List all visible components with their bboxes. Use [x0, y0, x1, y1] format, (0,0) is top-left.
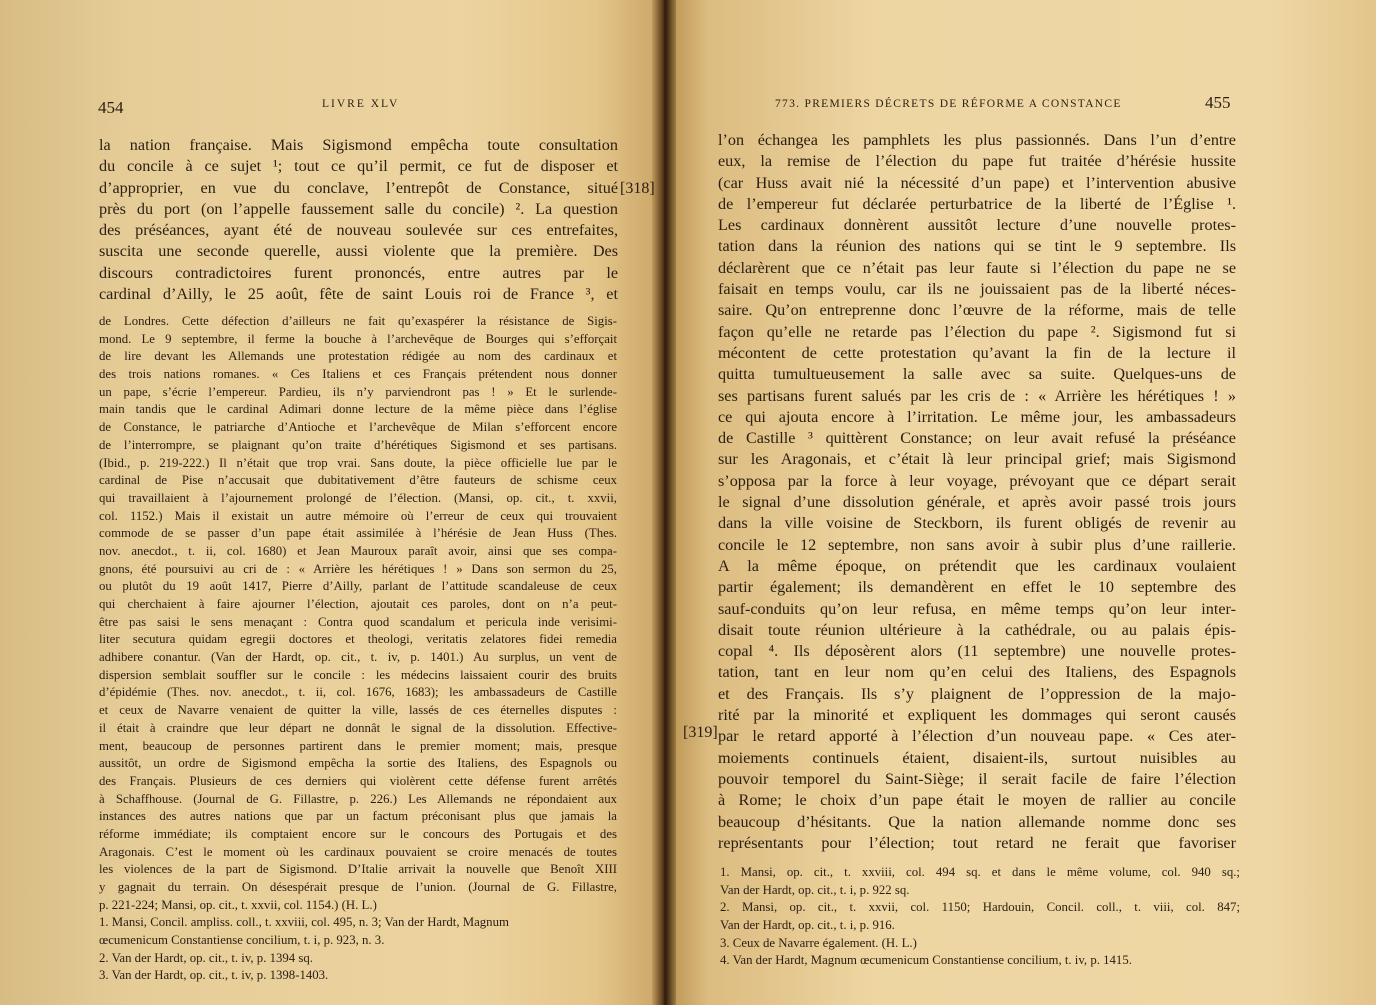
footnote-line: p. 221-224; Mansi, op. cit., t. xxvii, col. 1154.) (H. L.) [99, 897, 377, 912]
text-line: disait toute réunion ultérieure à la cathédrale, ou au palais épis- [718, 620, 1236, 639]
text-line: tation dans la réunion des nations qui se tint le 9 septembre. Ils [718, 237, 1236, 256]
footnote-line: 1. Mansi, Concil. ampliss. coll., t. xxviii, col. 495, n. 3; Van der Hardt, Magnum [99, 915, 509, 930]
left-page-number: 454 [98, 98, 124, 117]
footnote-line: commode de se passer d’un pape était assimilée à l’hérésie de Jean Huss (Thes. [99, 526, 617, 541]
text-line: et des Français. Ils s’y plaignent de l’oppression de la majo- [718, 684, 1236, 703]
text-line: l’on échangea les pamphlets les plus passionnés. Dans l’un d’entre [718, 131, 1236, 149]
text-line: saire. Qu’on entreprenne donc l’œuvre de la réforme, mais de telle [718, 301, 1236, 320]
footnote-line: réforme immédiate; ils comptaient encore sur le concours des Portugais et des [99, 826, 617, 841]
right-body-text [718, 130, 1236, 854]
footnote-line: 2. Mansi, op. cit., t. xxvii, col. 1150; Hardouin, Concil. coll., t. viii, col. 847; [720, 900, 1240, 915]
right-running-head: 773. PREMIERS DÉCRETS DE RÉFORME A CONSTANCE [775, 98, 1122, 110]
footnote-line: 3. Van der Hardt, op. cit., t. iv, p. 1398-1403. [99, 968, 329, 983]
text-line: ses partisans furent salués par les cris de : « Arrière les hérétiques ! » [718, 386, 1236, 405]
text-line: tation, tant en leur nom qu’en celui des Italiens, des Espagnols [718, 663, 1236, 682]
footnote-line: des Français. Plusieurs de ces derniers qui violèrent cette défense furent arrêtés [99, 773, 617, 788]
text-line: A la même époque, on prétendit que les cardinaux voulaient [718, 556, 1236, 575]
text-line: façon qu’elle ne retarde pas l’élection du pape ². Sigismond fut si [718, 322, 1236, 341]
text-line: de Castille ³ quittèrent Constance; on leur avait refusé la préséance [718, 429, 1236, 448]
text-line: s’opposa par la force à leur voyage, prévoyant que ce départ serait [718, 471, 1236, 490]
footnote-line: de l’interrompre, se plaignant qu’on traite d’hérétiques Sigismond et ses partisans. [99, 437, 617, 452]
footnote-line: y gagnait du terrain. On désespérait presque de l’union. (Journal de G. Fillastre, [99, 880, 617, 894]
footnote-line: d’épidémie (Thes. nov. anecdot., t. ii, col. 1676, 1683); les ambassadeurs de Castille [99, 685, 617, 700]
footnote-line: liter secutura quidam egregii doctores et theologi, veritatis zelatores fidei remedia [99, 632, 617, 647]
footnote-line: adhibere conantur. (Van der Hardt, op. cit., t. iv, p. 1401.) Au surplus, un vent de [99, 650, 617, 665]
text-line: eux, la remise de l’élection du pape fut traitée d’hérésie hussite [718, 152, 1236, 171]
left-body-text [99, 135, 618, 305]
footnote-line: 4. Van der Hardt, Magnum œcumenicum Constantiense concilium, t. iv, p. 1415. [720, 953, 1132, 968]
text-line: par le retard apporté à l’élection d’un nouveau pape. « Ces ater- [718, 727, 1236, 746]
text-line: à Rome; le choix d’un pape était le moyen de rallier au concile [718, 791, 1236, 810]
text-line: mécontent de cette protestation qu’avant la fin de la lecture il [718, 343, 1236, 362]
footnote-line: aussitôt, un ordre de Sigismond empêcha la sortie des Italiens, des Espagnols ou [99, 756, 617, 771]
footnote-line: cardinal de Pise n’accusait que dubitativement d’être fauteurs de schisme ceux [99, 473, 617, 488]
right-page-number: 455 [1205, 93, 1231, 112]
footnote-line: Van der Hardt, op. cit., t. i, p. 922 sq. [720, 882, 910, 897]
footnote-line: mond. Le 9 septembre, il ferme la bouche à l’archevêque de Bourges qui s’efforçait [99, 331, 617, 346]
footnote-line: nov. anecdot., t. ii, col. 1680) et Jean Mauroux paraît avoir, ainsi que ses compa- [99, 543, 617, 558]
footnote-line: de Londres. Cette défection d’ailleurs ne fait qu’exaspérer la résistance de Sigis- [99, 314, 617, 328]
footnote-line: 2. Van der Hardt, op. cit., t. iv, p. 1394 sq. [99, 950, 313, 965]
right-footnotes [720, 864, 1240, 970]
text-line: de l’empereur fut déclarée perturbatrice de la liberté de l’Église ¹. [718, 194, 1236, 213]
footnote-line: un pape, s’écrie l’empereur. Pardieu, ils n’y parviendront pas ! » Et le surlende- [99, 384, 617, 399]
text-line: quitta tumultueusement la salle avec sa suite. Quelques-uns de [718, 365, 1236, 384]
text-line: dans la ville voisine de Steckborn, ils furent obligés de revenir au [718, 514, 1236, 533]
footnote-line: des trois nations romanes. « Ces Italiens et ces Français prétendent nous donner [99, 367, 617, 382]
text-line: des préséances, ayant été de nouveau soulevée sur ces entrefaites, [99, 221, 618, 240]
text-line: d’approprier, en vue du conclave, l’entrepôt de Constance, situé [99, 178, 618, 197]
text-line: déclarèrent que ce n’était pas leur faute si l’élection du pape ne se [718, 258, 1236, 277]
text-line: (car Huss avait nié la nécessité d’un pape) et l’intervention abusive [718, 173, 1236, 192]
footnote-line: qui travaillaient à l’ajournement prolongé de l’élection. (Mansi, op. cit., t. xxvii, [99, 490, 617, 505]
footnote-line: qui cherchaient à faire ajourner l’élection, ajoutait ces paroles, dont on n’a peut- [99, 597, 617, 611]
footnote-line: 1. Mansi, op. cit., t. xxviii, col. 494 sq. et dans le même volume, col. 940 sq.; [720, 865, 1240, 879]
text-line: partir également; ils demandèrent en effet le 10 septembre des [718, 578, 1236, 597]
footnote-line: de lire devant les Allemands une protestation rédigée au nom des cardinaux et [99, 349, 617, 364]
text-line: sauf-conduits qu’on leur refusa, en même temps qu’on leur inter- [718, 599, 1236, 618]
footnote-line: (Ibid., p. 219-222.) Il n’était que trop vrai. Sans doute, la pièce officielle lue par le [99, 455, 617, 470]
text-line: près du port (on l’appelle faussement salle du concile) ². La question [99, 199, 618, 218]
footnote-line: de Constance, le patriarche d’Antioche et l’archevêque de Milan s’efforcent encore [99, 420, 617, 435]
left-running-head: LIVRE XLV [322, 98, 400, 110]
text-line: pouvoir temporel du Saint-Siège; il serait facile de faire l’élection [718, 769, 1236, 788]
book-gutter [652, 0, 676, 1005]
footnote-line: col. 1152.) Mais il existait un autre mémoire où l’erreur de ceux qui trouvaient [99, 508, 617, 523]
footnote-line: œcumenicum Constantiense concilium, t. i, p. 923, n. 3. [99, 933, 385, 948]
text-line: moiements continuels étaient, disaient-ils, surtout nuisibles au [718, 748, 1236, 767]
footnote-line: Aragonais. C’est le moment où les cardinaux pouvaient se croire menacés de toutes [99, 844, 617, 859]
text-line: la nation française. Mais Sigismond empêcha toute consultation [99, 136, 618, 154]
footnote-line: ment, beaucoup de personnes partirent dans le premier moment; mais, presque [99, 738, 617, 753]
footnote-line: les violences de la part de Sigismond. D’Italie arrivait la nouvelle que Benoît XIII [99, 862, 617, 877]
text-line: faisait en temps voulu, car ils ne jouissaient pas de la liberté néces- [718, 280, 1236, 299]
footnote-line: main tandis que le cardinal Adimari donne lecture de la même pièce dans l’église [99, 402, 617, 417]
footnote-line: il était à craindre que leur départ ne donnât le signal de la dissolution. Effective- [99, 720, 617, 735]
footnote-line: dispersion semblait souffler sur le concile : les médecins laissaient courir des bruits [99, 667, 617, 682]
text-line: discours contradictoires furent prononcés, entre autres par le [99, 263, 618, 282]
left-margin-reference: [318] [620, 180, 655, 197]
footnote-line: ou plutôt du 19 août 1417, Pierre d’Ailly, parlant de l’attitude scandaleuse de ceux [99, 579, 617, 594]
left-footnotes [99, 313, 617, 985]
text-line: beaucoup d’hésitants. Que la nation allemande nomme donc ses [718, 812, 1236, 831]
text-line: suscita une seconde querelle, aussi violente que la première. Des [99, 242, 618, 261]
text-line: copal ⁴. Ils déposèrent alors (11 septembre) une nouvelle protes- [718, 642, 1236, 661]
footnote-line: gnons, été poursuivi au cri de : « Arrière les hérétiques ! » Dans son sermon du 25, [99, 561, 617, 576]
footnote-line: et ceux de Navarre venaient de quitter la ville, lassés de ces éternelles disputes : [99, 703, 617, 718]
text-line: représentants pour l’élection; tout retard ne ferait que favoriser [718, 833, 1236, 852]
footnote-line: à Schaffhouse. (Journal de G. Fillastre, p. 226.) Les Allemands ne répondaient aux [99, 791, 617, 806]
text-line: rité par la minorité et expliquent les dommages qui seront causés [718, 706, 1236, 725]
right-margin-reference: [319] [683, 724, 718, 741]
text-line: sur les Aragonais, et c’était là leur principal grief; mais Sigismond [718, 450, 1236, 469]
footnote-line: être pas saisi le sens menaçant : Contra quod scandalum et pericula inde verisimi- [99, 614, 617, 629]
footnote-line: Van der Hardt, op. cit., t. i, p. 916. [720, 918, 895, 933]
footnote-line: 3. Ceux de Navarre également. (H. L.) [720, 935, 917, 950]
text-line: cardinal d’Ailly, le 25 août, fête de saint Louis roi de France ³, et [99, 285, 618, 304]
text-line: ce qui ajouta encore à l’irritation. Le même jour, les ambassadeurs [718, 407, 1236, 426]
text-line: le signal d’une dissolution générale, et après avoir passé trois jours [718, 493, 1236, 512]
text-line: Les cardinaux donnèrent aussitôt lecture d’une nouvelle protes- [718, 216, 1236, 235]
text-line: du concile à ce sujet ¹; tout ce qu’il permit, ce fut de disposer et [99, 157, 618, 176]
footnote-line: instances des autres nations que par un factum préconisant plus que jamais la [99, 809, 617, 824]
text-line: concile le 12 septembre, non sans avoir à subir plus d’une raillerie. [718, 535, 1236, 554]
